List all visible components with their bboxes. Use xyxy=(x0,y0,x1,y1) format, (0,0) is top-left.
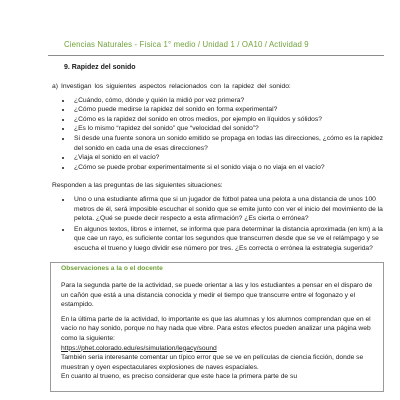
observation-paragraph: En cuanto al trueno, es preciso considerar que este hace la primera parte de su xyxy=(61,373,298,381)
situation-item: • En algunos textos, libros e internet, se informa que para determinar la distancia aproximada (en km) a la que cae un rayo, es suficiente contar los segundos que transcurren desde que se ve el relámpago y se escucha el trueno y luego dividir ese número por tres. ¿Es correcta o errónea la estrategia sugerida? xyxy=(72,225,384,254)
question-item: • ¿Cómo puede medirse la rapidez del sonido en forma experimental? xyxy=(72,105,384,115)
header-divider xyxy=(48,55,384,56)
observations-title: Observaciones a la o el docente xyxy=(61,264,163,272)
teacher-observations-box xyxy=(50,262,384,392)
question-item: • ¿Cuándo, cómo, dónde y quién la midió por vez primera? xyxy=(72,96,384,106)
questions-list xyxy=(52,96,384,173)
question-item: • ¿Es lo mismo “rapidez del sonido” que “velocidad del sonido”? xyxy=(72,124,384,134)
question-item: • ¿Viaja el sonido en el vacío? xyxy=(72,153,384,163)
question-item: • ¿Cómo es la rapidez del sonido en otros medios, por ejemplo en líquidos y sólidos? xyxy=(72,115,384,125)
simulation-link[interactable]: https://phet.colorado.edu/es/simulation/legacy/sound xyxy=(61,344,217,352)
section-title: 9. Rapidez del sonido xyxy=(64,64,136,71)
question-item: • Si desde una fuente sonora un sonido emitido se propaga en todas las direcciones, ¿cómo es la rapidez del sonido en cada una de esas direcciones? xyxy=(72,134,384,153)
respond-text: Responden a las preguntas de las siguientes situaciones: xyxy=(52,182,223,190)
activity-content xyxy=(52,82,384,392)
question-item: • ¿Cómo se puede probar experimentalmente si el sonido viaja o no viaja en el vacío? xyxy=(72,163,384,173)
observation-paragraph: Para la segunda parte de la actividad, se puede orientar a las y los estudiantes a pensar en el disparo de un cañón que está a una distancia conocida y medir el tiempo que transcurre entre el fogonazo y el estampido. xyxy=(61,282,373,309)
observation-paragraph: En la última parte de la actividad, lo importante es que las alumnas y los alumnos comprendan que en el vacío no hay sonido, porque no hay nada que vibre. Para estos efectos pueden analizar una página web como la siguiente: xyxy=(61,315,371,343)
situations-list xyxy=(52,195,384,254)
intro-text: a) Investigan los siguientes aspectos relacionados con la rapidez del sonido: xyxy=(52,83,291,90)
situation-item: • Uno o una estudiante afirma que si un jugador de fútbol patea una pelota a una distancia de unos 100 metros de él, será imposible escuchar el sonido que se emite junto con ver el inicio del movimiento de la pelota. ¿Qué se puede decir respecto a esta afirmación? ¿Es cierta o errónea? xyxy=(72,195,384,224)
observation-paragraph: También sería interesante comentar un típico error que se ve en películas de ciencia ficción, donde se muestran y oyen espectaculares explosiones de naves espaciales. xyxy=(61,354,364,371)
page-header: Ciencias Naturales - Física 1° medio / Unidad 1 / OA10 / Actividad 9 xyxy=(64,40,309,49)
